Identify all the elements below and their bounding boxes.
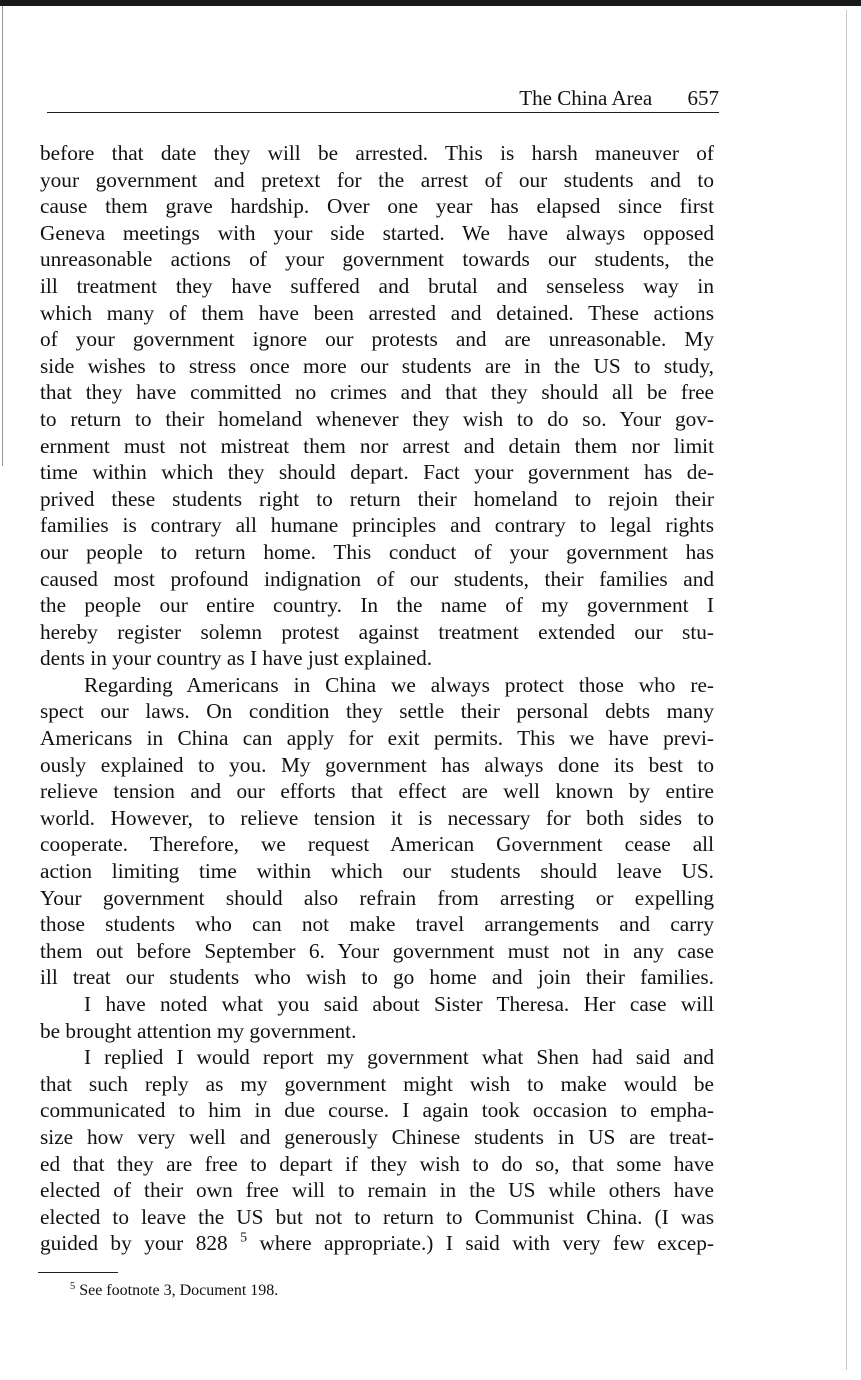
text-line: that such reply as my government might wish to make would be	[40, 1071, 714, 1096]
text-line: the people our entire country. In the name of my government I	[40, 593, 714, 618]
text-line: cause them grave hardship. Over one year has elapsed since first	[40, 194, 714, 219]
text-line: elected to leave the US but not to return to Communist China. (I was	[40, 1204, 714, 1229]
text-line: spect our laws. On condition they settle their personal debts many	[40, 699, 714, 724]
text-line: your government and pretext for the arrest of our students and to	[40, 167, 714, 192]
text-line: Regarding Americans in China we always protect those who re-	[84, 672, 714, 697]
footnote-text: See footnote 3, Document 198.	[79, 1282, 279, 1299]
text-line: prived these students right to return their homeland to rejoin their	[40, 486, 714, 511]
text-line: ernment must not mistreat them nor arrest and detain them nor limit	[40, 433, 714, 458]
text-line: action limiting time within which our students should leave US.	[40, 859, 714, 884]
paragraph	[40, 140, 714, 672]
text-line: families is contrary all humane principles and contrary to legal rights	[40, 513, 714, 538]
paragraph	[40, 991, 714, 1044]
page-number: 657	[687, 86, 719, 110]
page-right-edge	[846, 10, 847, 1370]
text-line: before that date they will be arrested. This is harsh maneuver of	[40, 141, 714, 165]
text-line: dents in your country as I have just explained.	[40, 646, 433, 671]
page-left-edge	[2, 6, 3, 466]
text-line	[40, 1230, 714, 1257]
text-line: them out before September 6. Your government must not in any case	[40, 938, 714, 963]
text-line: hereby register solemn protest against treatment extended our stu-	[40, 619, 714, 644]
text-line: Your government should also refrain from arresting or expelling	[40, 885, 714, 910]
text-line: ed that they are free to depart if they wish to do so, that some have	[40, 1151, 714, 1176]
footnote-reference: 5	[240, 1230, 248, 1246]
text-fragment: where appropriate.) I said with very few excep-	[259, 1231, 714, 1256]
text-line: ill treatment they have suffered and brutal and senseless way in	[40, 273, 714, 298]
paragraph	[40, 1044, 714, 1257]
text-line: relieve tension and our efforts that effect are well known by entire	[40, 779, 714, 804]
text-line: elected of their own free will to remain in the US while others have	[40, 1178, 714, 1203]
running-head-title: The China Area	[519, 86, 653, 110]
page-top-edge	[0, 0, 861, 6]
paragraph	[40, 672, 714, 991]
text-line: to return to their homeland whenever they wish to do so. Your gov-	[40, 406, 714, 431]
text-line: those students who can not make travel arrangements and carry	[40, 912, 714, 937]
text-line: I have noted what you said about Sister Theresa. Her case will	[84, 992, 714, 1016]
text-line: Americans in China can apply for exit permits. This we have previ-	[40, 726, 714, 751]
text-line: world. However, to relieve tension it is necessary for both sides to	[40, 805, 714, 830]
text-line: cooperate. Therefore, we request American Government cease all	[40, 832, 714, 857]
text-line: that they have committed no crimes and that they should all be free	[40, 380, 714, 405]
text-line: be brought attention my government.	[40, 1018, 357, 1043]
text-line: I replied I would report my government what Shen had said and	[84, 1045, 714, 1070]
text-line: size how very well and generously Chinese students in US are treat-	[40, 1124, 714, 1149]
text-line: communicated to him in due course. I again took occasion to empha-	[40, 1098, 714, 1123]
text-line: of your government ignore our protests and are unreasonable. My	[40, 327, 714, 352]
text-line: ill treat our students who wish to go home and join their families.	[40, 965, 714, 990]
text-line: Geneva meetings with your side started. We have always opposed	[40, 220, 714, 245]
running-head	[47, 84, 719, 113]
footnote	[70, 1280, 278, 1302]
footnote-rule	[38, 1272, 118, 1273]
text-line: our people to return home. This conduct of your government has	[40, 539, 714, 564]
text-fragment: guided by your 828	[40, 1231, 228, 1256]
footnote-marker: 5	[70, 1280, 76, 1292]
text-line: time within which they should depart. Fact your government has de-	[40, 460, 714, 485]
text-line: which many of them have been arrested and detained. These actions	[40, 300, 714, 325]
text-line: unreasonable actions of your government towards our students, the	[40, 247, 714, 272]
text-line: side wishes to stress once more our students are in the US to study,	[40, 353, 714, 378]
text-line: ously explained to you. My government has always done its best to	[40, 752, 714, 777]
body-text	[40, 140, 714, 1257]
text-line: caused most profound indignation of our students, their families and	[40, 566, 714, 591]
